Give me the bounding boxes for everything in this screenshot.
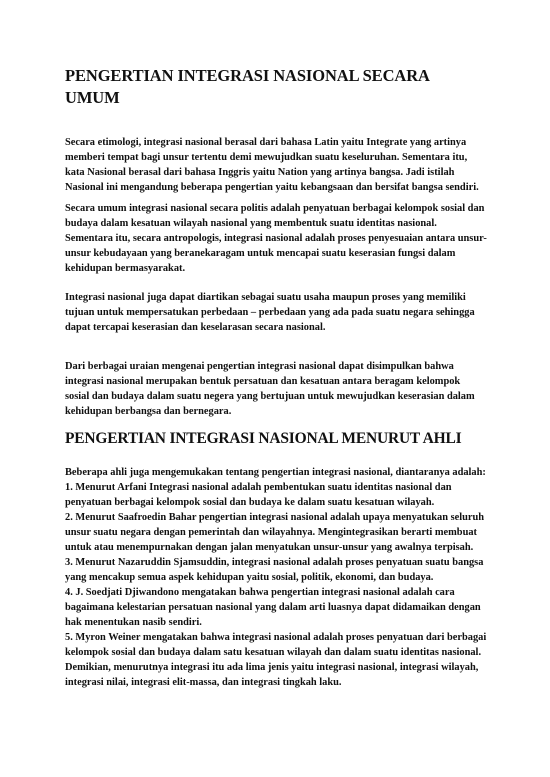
paragraph-usaha: Integrasi nasional juga dapat diartikan sebagai suatu usaha maupun proses yang memiliki tujuan untuk mempersatukan perbedaan – perbedaan yang ada pada suatu negara sehingga dapat tercapai keserasian dan keselarasan secara nasional. [65,292,475,333]
section-intro: Beberapa ahli juga mengemukakan tentang pengertian integrasi nasional, diantaranya adalah: [65,467,486,478]
document-body [65,65,487,690]
expert-item-weiner: 5. Myron Weiner mengatakan bahwa integrasi nasional adalah proses penyatuan dari berbagai kelompok sosial dan budaya dalam satu kesatuan wilayah dan dalam suatu identitas nasional. Demikian, menurutnya integrasi itu ada lima jenis yaitu integrasi nasional, integrasi wilayah, integrasi nilai, integrasi elit-massa, dan integrasi tingkah laku. [65,632,487,688]
paragraph-kesimpulan: Dari berbagai uraian mengenai pengertian integrasi nasional dapat disimpulkan bahwa integrasi nasional merupakan bentuk persatuan dan kesatuan antara beragam kelompok sosial dan budaya dalam suatu negera yang bertujuan untuk mewujudkan keserasian dalam kehidupan berbangsa dan bernegara. [65,361,475,417]
paragraph-etimologi: Secara etimologi, integrasi nasional berasal dari bahasa Latin yaitu Integrate yang artinya memberi tempat bagi unsur tertentu demi mewujudkan suatu keseluruhan. Sementara itu, kata Nasional berasal dari bahasa Inggris yaitu Nation yang artinya bangsa. Jadi istilah Nasional ini mengandung beberapa pengertian yaitu kebangsaan dan bersifat bangsa sendiri. [65,137,479,193]
expert-item-arfani: 1. Menurut Arfani Integrasi nasional adalah pembentukan suatu identitas nasional dan penyatuan berbagai kelompok sosial dan budaya ke dalam suatu kesatuan wilayah. [65,482,452,508]
paragraph-secara-umum: Secara umum integrasi nasional secara politis adalah penyatuan berbagai kelompok sosial dan budaya dalam kesatuan wilayah nasional yang membentuk suatu identitas nasional. Sementara itu, secara antropologis, integrasi nasional adalah proses penyesuaian antara unsur-unsur kebudayaan yang beranekaragam untuk mencapai suatu keserasian fungsi dalam kehidupan bermasyarakat. [65,203,487,274]
section-heading-ahli: PENGERTIAN INTEGRASI NASIONAL MENURUT AHLI [65,430,462,447]
expert-item-nazaruddin: 3. Menurut Nazaruddin Sjamsuddin, integrasi nasional adalah proses penyatuan suatu bangsa yang mencakup semua aspek kehidupan yaitu sosial, politik, ekonomi, dan budaya. [65,557,484,583]
expert-item-soedjati: 4. J. Soedjati Djiwandono mengatakan bahwa pengertian integrasi nasional adalah cara bagaimana kelestarian persatuan nasional yang dalam arti luasnya dapat didamaikan dengan hak menentukan nasib sendiri. [65,587,481,628]
expert-item-saafroedin: 2. Menurut Saafroedin Bahar pengertian integrasi nasional adalah upaya menyatukan seluruh unsur suatu negara dengan pemerintah dan wilayahnya. Mengintegrasikan berarti membuat untuk atau menempurnakan dengan jalan menyatukan unsur-unsur yang awalnya terpisah. [65,512,485,553]
document-title: PENGERTIAN INTEGRASI NASIONAL SECARA UMUM [65,66,429,107]
